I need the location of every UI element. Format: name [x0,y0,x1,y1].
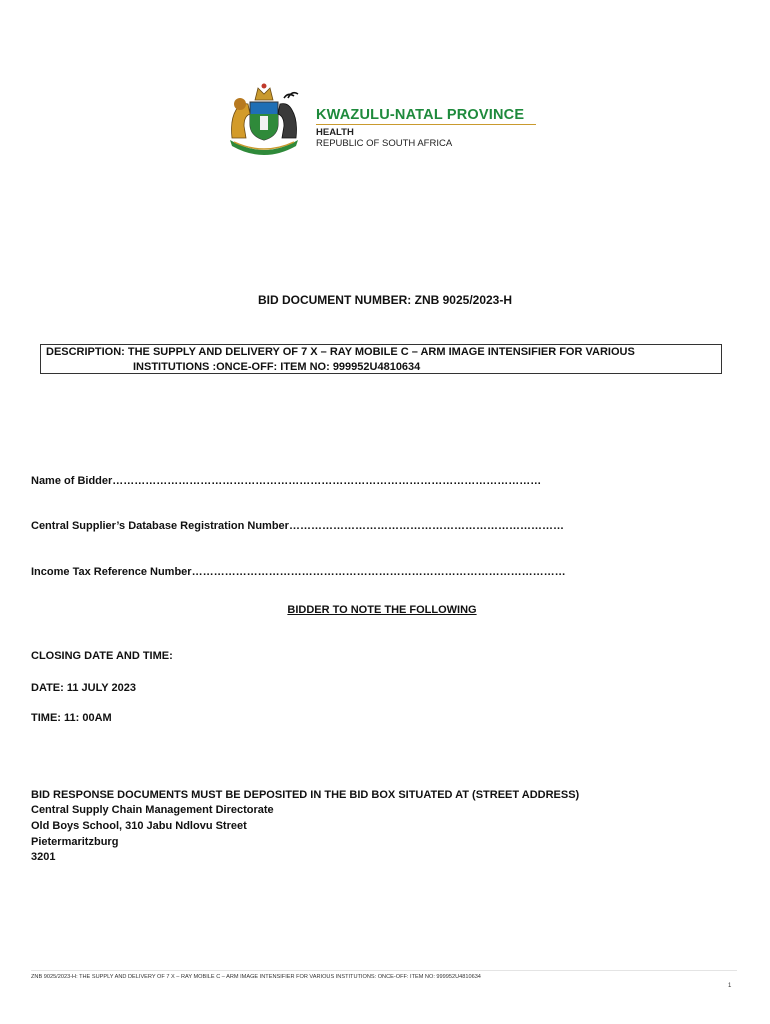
bidder-name-field: Name of Bidder……………………………………………………………………………………………………… [31,475,542,487]
address-line: 3201 [31,851,56,863]
closing-date: DATE: 11 JULY 2023 [31,682,136,694]
bidder-note-heading: BIDDER TO NOTE THE FOLLOWING [287,604,477,616]
page-number: 1 [728,983,732,989]
closing-time: TIME: 11: 00AM [31,712,112,724]
closing-date-label: CLOSING DATE AND TIME: [31,650,173,662]
coat-of-arms-icon [222,80,306,156]
description-line-1: DESCRIPTION: THE SUPPLY AND DELIVERY OF 7 X – RAY MOBILE C – ARM IMAGE INTENSIFIER FOR VARIOUS [46,346,635,358]
department-name: HEALTH [316,127,354,138]
deposit-instruction: BID RESPONSE DOCUMENTS MUST BE DEPOSITED IN THE BID BOX SITUATED AT (STREET ADDRESS) [31,789,580,801]
organization-name: KWAZULU-NATAL PROVINCE [316,107,525,123]
footer-divider [31,970,737,971]
address-line: Old Boys School, 310 Jabu Ndlovu Street [31,820,247,832]
income-tax-field: Income Tax Reference Number………………………………………………………………………………………… [31,566,566,578]
footer-text: ZNB 9025/2023-H: THE SUPPLY AND DELIVERY OF 7 X – RAY MOBILE C – ARM IMAGE INTENSIFIER FOR VARIOUS INSTITUTIONS: ONCE-OFF: ITEM NO: 999952U4810634 [31,974,481,980]
country-name: REPUBLIC OF SOUTH AFRICA [316,138,453,149]
address-line: Pietermaritzburg [31,836,119,848]
header-divider [316,124,536,125]
address-line: Central Supply Chain Management Directorate [31,804,274,816]
bid-document-number: BID DOCUMENT NUMBER: ZNB 9025/2023-H [257,293,513,307]
csd-registration-field: Central Supplier’s Database Registration Number………………………………………………………………… [31,520,564,532]
description-line-2: INSTITUTIONS :ONCE-OFF: ITEM NO: 999952U4810634 [133,361,421,373]
